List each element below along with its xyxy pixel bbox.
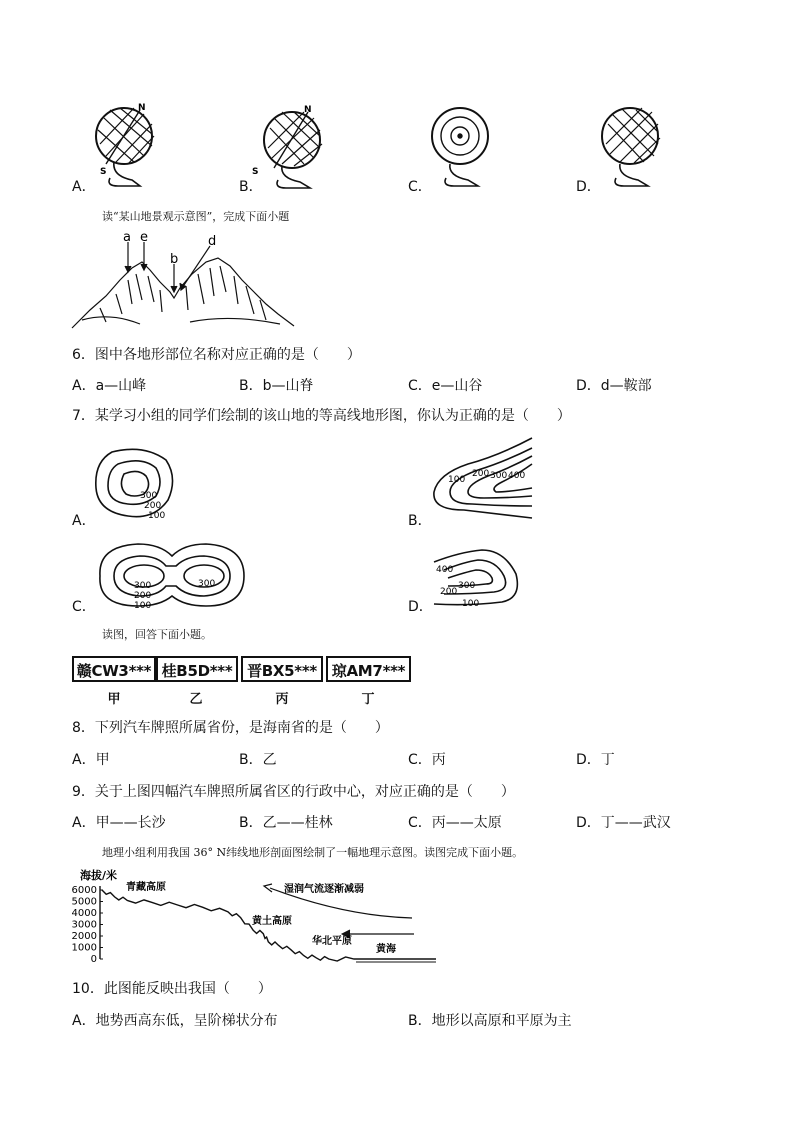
contour-c-label-300-left: 300	[134, 581, 152, 591]
y-tick-label: 4000	[71, 908, 97, 919]
plate-caption-yi: 乙	[189, 692, 203, 707]
contour-map-c	[94, 540, 249, 612]
q6-option-a[interactable]: A．a—山峰	[72, 378, 147, 394]
intro-profile: 地理小组利用我国 36° N纬线地形剖面图绘制了一幅地理示意图。读图完成下面小题。	[102, 846, 524, 859]
contour-map-b	[428, 436, 538, 526]
label-yellow-sea: 黄海	[376, 944, 396, 955]
globe-option-c[interactable]: C．	[408, 179, 432, 195]
south-label: S	[100, 167, 107, 177]
label-e: e	[140, 230, 148, 245]
contour-c-label-200: 200	[134, 591, 152, 601]
intro-landscape: 读“某山地景观示意图”，完成下面小题	[102, 210, 290, 223]
q9-option-a[interactable]: A．甲——长沙	[72, 815, 166, 831]
y-tick-label: 6000	[71, 885, 97, 896]
contour-d-label-100: 100	[462, 599, 480, 609]
south-label: S	[252, 167, 259, 177]
q9-option-c[interactable]: C．丙——太原	[408, 815, 502, 831]
contour-b-label-200: 200	[472, 469, 490, 479]
globe-option-d[interactable]: D．	[576, 179, 601, 195]
q10-option-b[interactable]: B．地形以高原和平原为主	[408, 1013, 572, 1029]
q8-option-c[interactable]: C．丙	[408, 752, 446, 768]
license-plate-jia: 赣CW3***	[72, 656, 156, 682]
globe-option-b[interactable]: B．	[239, 179, 263, 195]
q9-option-d[interactable]: D．丁——武汉	[576, 815, 671, 831]
label-b: b	[170, 252, 179, 267]
q9-option-b[interactable]: B．乙——桂林	[239, 815, 333, 831]
q10-stem: 10．此图能反映出我国（ ）	[72, 981, 272, 997]
mountain-landscape-figure	[70, 230, 300, 335]
q8-option-d[interactable]: D．丁	[576, 752, 615, 768]
globe-b-figure	[252, 100, 330, 192]
globe-c-figure	[428, 100, 498, 192]
contour-map-d	[430, 544, 530, 610]
globe-option-a[interactable]: A．	[72, 179, 96, 195]
plate-caption-bing: 丙	[275, 692, 289, 707]
q7-option-b[interactable]: B．	[408, 513, 432, 529]
contour-d-label-400: 400	[436, 565, 454, 575]
label-qingzang-plateau: 青藏高原	[126, 882, 166, 893]
plate-caption-ding: 丁	[361, 692, 375, 707]
contour-d-label-200: 200	[440, 587, 458, 597]
q7-option-d[interactable]: D．	[408, 599, 433, 615]
y-tick-label: 3000	[71, 919, 97, 931]
contour-a-label-300: 300	[140, 491, 158, 501]
y-tick-label: 2000	[71, 931, 97, 942]
intro-plates: 读图，回答下面小题。	[102, 628, 212, 641]
north-label: N	[138, 103, 146, 113]
license-plate-ding: 琼AM7***	[326, 656, 411, 682]
label-moist-airflow: 湿润气流逐渐减弱	[284, 884, 364, 895]
q6-option-b[interactable]: B．b—山脊	[239, 378, 314, 394]
contour-a-label-200: 200	[144, 501, 162, 511]
terrain-profile-chart	[71, 866, 440, 966]
contour-a-label-100: 100	[148, 511, 166, 521]
q6-option-d[interactable]: D．d—鞍部	[576, 378, 652, 394]
contour-c-label-300-right: 300	[198, 579, 216, 589]
contour-b-label-300: 300	[490, 471, 508, 481]
y-tick-label: 5000	[71, 896, 97, 908]
q7-stem: 7．某学习小组的同学们绘制的该山地的等高线地形图，你认为正确的是（ ）	[72, 408, 571, 424]
q7-option-a[interactable]: A．	[72, 513, 96, 529]
contour-map-a	[92, 444, 187, 524]
y-tick-label: 0	[90, 954, 97, 965]
contour-d-label-300: 300	[458, 581, 476, 591]
globe-d-figure	[598, 100, 668, 192]
north-label: N	[304, 105, 312, 115]
label-d: d	[208, 234, 217, 249]
label-loess-plateau: 黄土高原	[252, 916, 292, 927]
globe-a-figure	[92, 100, 162, 192]
license-plate-bing: 晋BX5***	[241, 656, 323, 682]
contour-c-label-100: 100	[134, 601, 152, 611]
y-axis-label: 海拔/米	[80, 869, 118, 882]
label-a: a	[123, 230, 131, 245]
q8-stem: 8．下列汽车牌照所属省份，是海南省的是（ ）	[72, 720, 389, 736]
q6-option-c[interactable]: C．e—山谷	[408, 378, 483, 394]
q10-option-a[interactable]: A．地势西高东低，呈阶梯状分布	[72, 1013, 278, 1029]
q8-option-a[interactable]: A．甲	[72, 752, 110, 768]
q8-option-b[interactable]: B．乙	[239, 752, 277, 768]
license-plate-yi: 桂B5D***	[156, 656, 238, 682]
q6-stem: 6．图中各地形部位名称对应正确的是（ ）	[72, 347, 361, 363]
q7-option-c[interactable]: C．	[72, 599, 96, 615]
y-tick-label: 1000	[71, 942, 97, 954]
contour-b-label-400: 400	[508, 471, 526, 481]
contour-b-label-100: 100	[448, 475, 466, 485]
label-north-china-plain: 华北平原	[312, 936, 352, 947]
plate-caption-jia: 甲	[107, 692, 121, 707]
q9-stem: 9．关于上图四幅汽车牌照所属省区的行政中心，对应正确的是（ ）	[72, 784, 515, 800]
